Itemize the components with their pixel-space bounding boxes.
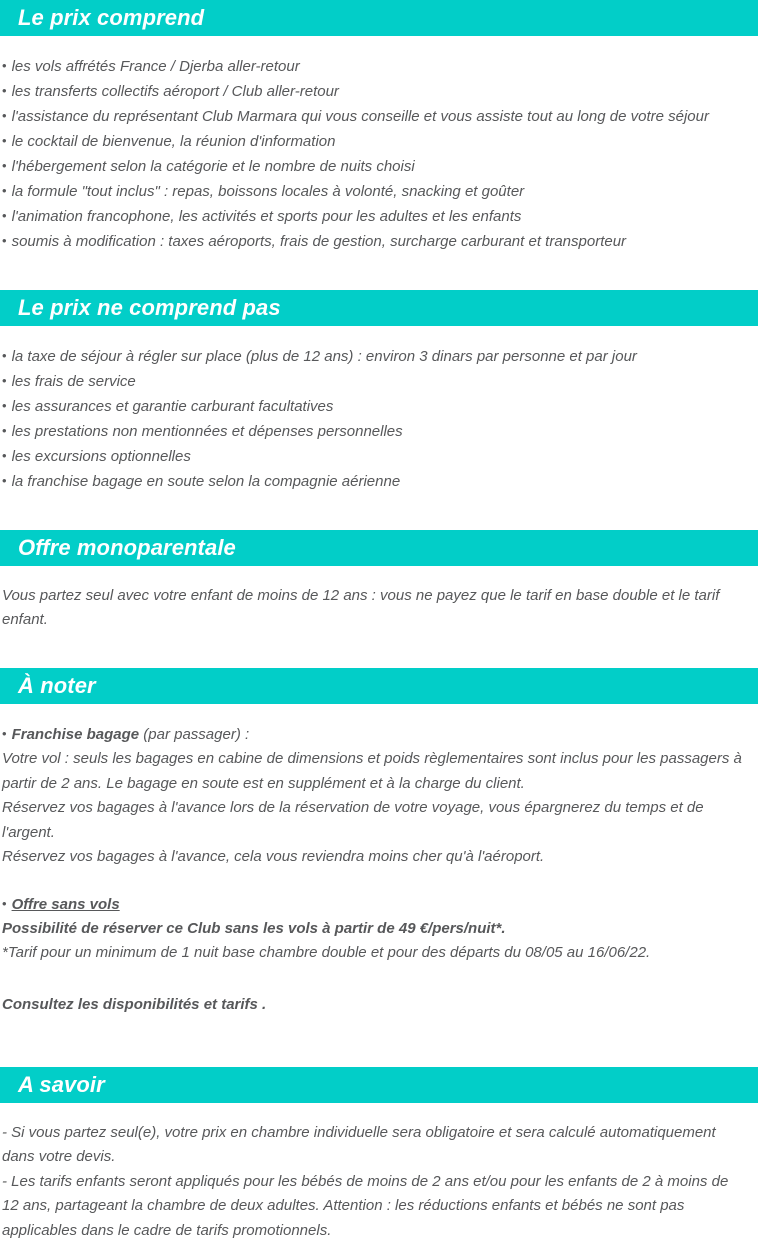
list-item-label: les transferts collectifs aéroport / Club aller-retour	[11, 83, 339, 100]
section-body-offre-monoparentale	[0, 584, 758, 632]
list-item	[2, 469, 748, 494]
good-to-know-note-1: - Si vous partez seul(e), votre prix en chambre individuelle sera obligatoire et sera calculé automatiquement dans votre devis.	[2, 1123, 716, 1165]
baggage-allowance-paragraph: Votre vol : seuls les bagages en cabine de dimensions et poids règlementaires sont inclus pour les passagers à partir de 2 ans. Le bagage en soute est en supplément et à la charge du client.	[2, 750, 742, 792]
section-header-a-savoir	[0, 1067, 758, 1103]
section-header-le-prix-ne-comprend-pas	[0, 290, 758, 326]
list-item	[2, 419, 748, 444]
baggage-allowance-heading	[2, 722, 748, 747]
list-item	[2, 344, 748, 369]
baggage-advice-line-1: Réservez vos bagages à l'avance lors de la réservation de votre voyage, vous épargnerez du temps et de l'argent.	[2, 799, 704, 841]
list-item-label: l'assistance du représentant Club Marmara qui vous conseille et vous assiste tout au long de votre séjour	[11, 108, 709, 125]
spacer	[2, 870, 748, 892]
availability-and-rates-link[interactable]: Consultez les disponibilités et tarifs .	[2, 995, 267, 1013]
section-body-le-prix-comprend	[0, 54, 758, 254]
list-item	[2, 179, 748, 204]
list-item	[2, 104, 748, 129]
list-item	[2, 444, 748, 469]
list-item-label: les vols affrétés France / Djerba aller-retour	[11, 58, 300, 75]
good-to-know-note-2: - Les tarifs enfants seront appliqués pour les bébés de moins de 2 ans et/ou pour les enfants de 2 à moins de 12 ans, partageant la chambre de deux adultes. Attention : les réductions enfants et bébés ne sont pas applicables dans le cadre de tarifs promotionnels.	[2, 1172, 729, 1239]
spacer	[0, 632, 758, 668]
section-title: À noter	[18, 673, 96, 698]
list-item	[2, 369, 748, 394]
section-header-a-noter	[0, 668, 758, 704]
no-flight-offer-footnote: *Tarif pour un minimum de 1 nuit base chambre double et pour des départs du 08/05 au 16/06/22.	[2, 943, 651, 961]
spacer	[0, 494, 758, 530]
section-body-a-savoir	[0, 1121, 758, 1244]
section-header-le-prix-comprend	[0, 0, 758, 36]
list-item	[2, 229, 748, 254]
excluded-list	[2, 344, 748, 494]
spacer	[0, 36, 758, 54]
spacer	[0, 254, 758, 290]
section-body-le-prix-ne-comprend-pas	[0, 344, 758, 494]
section-title: Offre monoparentale	[18, 535, 236, 560]
section-title: Le prix ne comprend pas	[18, 295, 281, 320]
list-item-label: la franchise bagage en soute selon la compagnie aérienne	[11, 473, 401, 490]
spacer	[2, 965, 748, 993]
section-title: Le prix comprend	[18, 5, 205, 30]
spacer	[0, 1243, 758, 1257]
list-item-label: la formule "tout inclus" : repas, boissons locales à volonté, snacking et goûter	[11, 183, 525, 200]
spacer	[0, 1017, 758, 1053]
list-item	[2, 154, 748, 179]
no-flight-offer-price-line: Possibilité de réserver ce Club sans les vols à partir de 49 €/pers/nuit*.	[2, 919, 506, 937]
section-title: A savoir	[18, 1071, 105, 1097]
list-item	[2, 54, 748, 79]
spacer	[0, 704, 758, 722]
baggage-allowance-label: Franchise bagage	[11, 726, 140, 743]
spacer	[0, 1053, 758, 1067]
spacer	[0, 326, 758, 344]
list-item-label: l'hébergement selon la catégorie et le nombre de nuits choisi	[11, 158, 415, 175]
no-flight-offer-heading	[2, 892, 748, 917]
list-item-label: l'animation francophone, les activités et sports pour les adultes et les enfants	[11, 208, 522, 225]
list-item-label: les assurances et garantie carburant facultatives	[11, 398, 334, 415]
list-item-label: soumis à modification : taxes aéroports, frais de gestion, surcharge carburant et transporteur	[11, 233, 627, 250]
list-item	[2, 79, 748, 104]
included-list	[2, 54, 748, 254]
spacer	[0, 1103, 758, 1121]
spacer	[0, 566, 758, 584]
section-body-a-noter	[0, 722, 758, 1017]
section-header-offre-monoparentale	[0, 530, 758, 566]
list-item-label: le cocktail de bienvenue, la réunion d'information	[11, 133, 336, 150]
baggage-advice-line-2: Réservez vos bagages à l'avance, cela vous reviendra moins cher qu'à l'aéroport.	[2, 848, 545, 865]
list-item	[2, 129, 748, 154]
list-item	[2, 394, 748, 419]
list-item-label: les prestations non mentionnées et dépenses personnelles	[11, 423, 403, 440]
list-item	[2, 204, 748, 229]
list-item-label: les excursions optionnelles	[11, 448, 191, 465]
single-parent-offer-text: Vous partez seul avec votre enfant de moins de 12 ans : vous ne payez que le tarif en base double et le tarif enfant.	[2, 587, 720, 628]
list-item-label: les frais de service	[11, 373, 136, 390]
baggage-allowance-suffix: (par passager) :	[143, 726, 250, 743]
list-item-label: la taxe de séjour à régler sur place (plus de 12 ans) : environ 3 dinars par personne et par jour	[11, 348, 637, 365]
no-flight-offer-label[interactable]: Offre sans vols	[11, 895, 120, 913]
